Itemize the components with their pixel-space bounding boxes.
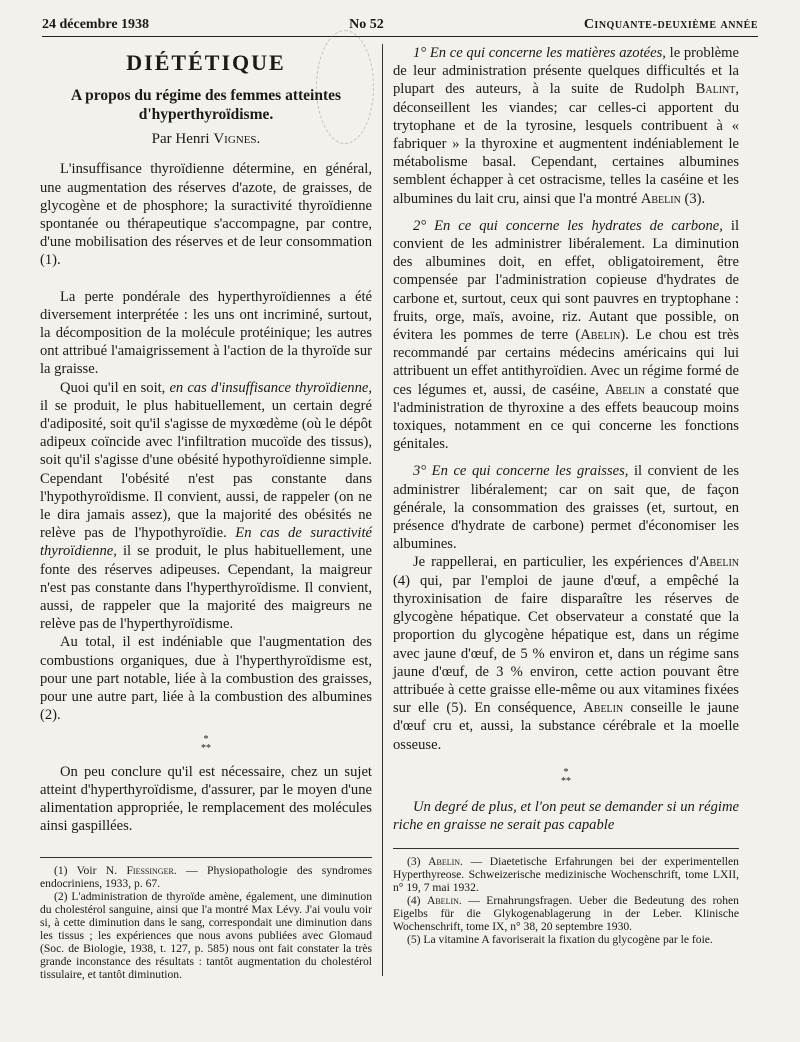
header-year: Cinquante-deuxième année: [583, 17, 758, 32]
paragraph-5: On peu conclure qu'il est nécessaire, chez un sujet atteint d'hyperthyroïdisme, d'assurer, par le moyen d'une alimentation appropriée, le remplacement des molécules ainsi gaspillées.: [40, 763, 372, 835]
r1-author-2: Abelin: [640, 190, 681, 207]
r4-text-b: (4) qui, par l'emploi de jaune d'œuf, a empêché la thyroxinisation de faire disparaître les réserves de glycogène hépatique. Cet observateur a constaté que la proportion du glycogène hépatique est, dans un régime avec jaune d'œuf, de 5 % environ et, dans un régime sans jaune d'œuf, de 3 % environ, cette action pouvant être attribuée à cette graisse elle-même ou aux vitamines fixées sur elle (5). En conséquence,: [393, 572, 739, 717]
fn4-a: (4): [407, 894, 421, 908]
section-title: DIÉTÉTIQUE: [126, 50, 286, 75]
byline-author: Vignes.: [213, 131, 261, 148]
r1-text-c: (3).: [684, 190, 706, 207]
fn1-c: — Physiopathologie des syndromes endocriniens, 1933, p. 67.: [40, 864, 372, 891]
r1-author: Balint,: [695, 81, 739, 98]
fn3-c: — Diaetetische Erfahrungen bei der experimentellen Hyperthyreose. Schweizerische medizinische Wochenschrift, tome LXII, n° 19, 7 mai 1932.: [393, 855, 739, 895]
r3-text: il convient de les administrer libéralement; car on sait que, de façon générale, la consommation des graisses (et, surtout, en présence d'hydrate de carbone) permet d'économiser les albumines.: [393, 463, 739, 553]
running-header: [42, 14, 758, 37]
paragraph-1: L'insuffisance thyroïdienne détermine, en général, une augmentation des réserves d'azote, de graisses, de glycogène et de phosphore; la suractivité thyroïdienne spontanée ou thérapeutique s'accompagne, par contre, d'une mobilisation des réserves et de leur consommation (1).: [40, 161, 372, 269]
right-column: [393, 44, 739, 946]
fn4-author: Abelin.: [426, 894, 462, 908]
column-divider: [382, 44, 383, 976]
footnotes-left: [40, 857, 372, 981]
p3-text-b: il se produit, le plus habituellement, un certain degré d'adiposité, soit qu'il s'agisse de myxœdème (où le dépôt adipeux coïncide avec l'infiltration mucoïde des tissus), soit qu'il s'agisse d'une obésité hypothyroïdienne simple. Cependant l'obésité n'est pas constante dans l'hypothyroïdisme. Il convient, aussi, de rappeler (on ne le dira jamais assez), que la majorité des obésités ne relève pas de l'hypothyroïdie.: [40, 397, 372, 542]
fn3-author: Abelin.: [428, 855, 463, 869]
r1-italic: 1° En ce qui concerne les matières azotées,: [413, 45, 666, 61]
fn1-author: Fiessinger.: [126, 864, 177, 878]
paragraph-3: [40, 379, 372, 634]
right-paragraph-4: [393, 553, 739, 753]
right-paragraph-2: [393, 217, 739, 454]
paragraph-2: La perte pondérale des hyperthyroïdiennes a été diversement interprétée : les uns ont incriminé, surtout, la décomposition de la molécule protéinique; les autres ont attribué l'amaigrissement à l'action de la thyroïde sur la graisse.: [40, 288, 372, 378]
header-issue: No 52: [349, 17, 384, 32]
footnote-2: (2) L'administration de thyroïde amène, également, une diminution du cholestérol sanguine, ainsi que l'a montré Max Lévy. J'ai voulu voir si, à cette diminution dans le sang, correspondait une diminution dans les tissus ; les expériences que nous avons publiées avec Glomaud (Soc. de Biologie, 1938, t. 127, p. 585) nous ont fait constater la très grande inconstance des résultats : tantôt augmentation du cholestérol tissulaire, et tantôt diminution.: [40, 890, 372, 982]
right-paragraph-1: [393, 44, 739, 208]
right-paragraph-5: [393, 798, 739, 834]
fn3-a: (3): [407, 855, 421, 869]
footnote-3: [393, 855, 739, 894]
r4-author: Abelin: [699, 554, 739, 571]
p3-italic-a: en cas d'insuffisance thyroïdienne,: [169, 379, 372, 396]
footnote-4: [393, 894, 739, 933]
r5-italic: Un degré de plus, et l'on peut se demander si un régime riche en graisse ne serait pas capable: [393, 798, 739, 833]
fn1-a: (1) Voir N.: [54, 864, 118, 878]
r4-text-c: conseille le jaune d'œuf cru et, aussi, la substance cérébrale et la moelle osseuse.: [393, 700, 739, 753]
r2-text-b: ). Le chou est très recommandé par certains médecins américains qui lui attribuent un effet antithyroïdien. Avec un régime formé de ces légumes et, aussi, de caséine,: [393, 327, 739, 398]
r1-text-b: déconseillent les viandes; car celles-ci apportent du trytophane et de la tyrosine, lesquels contribuent à « fabriquer » la thyroxine et augmentent indéniablement le métabolisme basal. Cependant, certaines albumines semblent échapper à cet ostracisme, telles la caséine et les albumines du lait cru, ainsi que l'a montré: [393, 99, 739, 207]
r2-author-2: Abelin: [604, 381, 645, 398]
r2-italic: 2° En ce qui concerne les hydrates de carbone,: [413, 217, 723, 234]
asterism: * **: [201, 733, 211, 754]
p3-text-c: il se produit, le plus habituellement, une fonte des réserves adipeuses. Cependant, la maigreur n'est pas constante dans l'hyperthyroïdisme. Il convient, aussi, de rappeler que la majorité des maigreurs ne relève pas de l'hyperthyroïdisme.: [40, 543, 372, 633]
footnote-1: [40, 864, 372, 890]
r2-text-a: il convient de les administrer libéralement. La diminution des albumines doit, en effet, obligatoirement, être compensée par l'administration copieuse d'hydrates de carbone et, surtout, ceux qui sont pauvres en tryptophane : fruits, orge, maïs, avoine, riz. Autant que possible, on évitera les pommes de terre (: [393, 217, 739, 344]
asterism-right: * **: [561, 766, 571, 787]
byline: [40, 130, 372, 148]
r4-author-2: Abelin: [583, 700, 624, 717]
footnotes-right: [393, 848, 739, 946]
p3-text-a: Quoi qu'il en soit,: [60, 379, 166, 396]
p3-italic-b: En cas de suractivité thyroïdienne,: [40, 525, 372, 560]
byline-prefix: Par Henri: [151, 131, 210, 148]
r3-italic: 3° En ce qui concerne les graisses,: [413, 463, 629, 480]
header-date: 24 décembre 1938: [42, 17, 150, 32]
left-column: [40, 44, 372, 981]
right-paragraph-3: [393, 462, 739, 553]
r2-author: Abelin: [580, 327, 621, 344]
r2-text-c: a constaté que l'administration de thyroxine a des effets beaucoup moins toxiques, notamment en ce qui concerne les fonctions génitales.: [393, 381, 740, 453]
paragraph-4: Au total, il est indéniable que l'augmentation des combustions organiques, due à l'hyperthyroïdisme est, pour une part notable, liée à la combustion des graisses, pour une autre part, liée à la combustion des albumines (2).: [40, 634, 372, 724]
footnote-5: (5) La vitamine A favoriserait la fixation du glycogène par le foie.: [407, 933, 713, 947]
article-title: A propos du régime des femmes atteintes d'hyperthyroïdisme.: [70, 87, 342, 124]
r1-text-a: le problème de leur administration présente quelques difficultés et la plupart des auteurs, à la suite de Rudolph: [393, 45, 739, 98]
r4-text-a: Je rappellerai, en particulier, les expériences d': [413, 554, 700, 571]
fn4-c: — Ernahrungsfragen. Ueber die Bedeutung des rohen Eigelbs für die Glykogenablagerung in der Leber. Klinische Wochenschrift, tome IX, n° 38, 20 septembre 1930.: [393, 894, 739, 934]
